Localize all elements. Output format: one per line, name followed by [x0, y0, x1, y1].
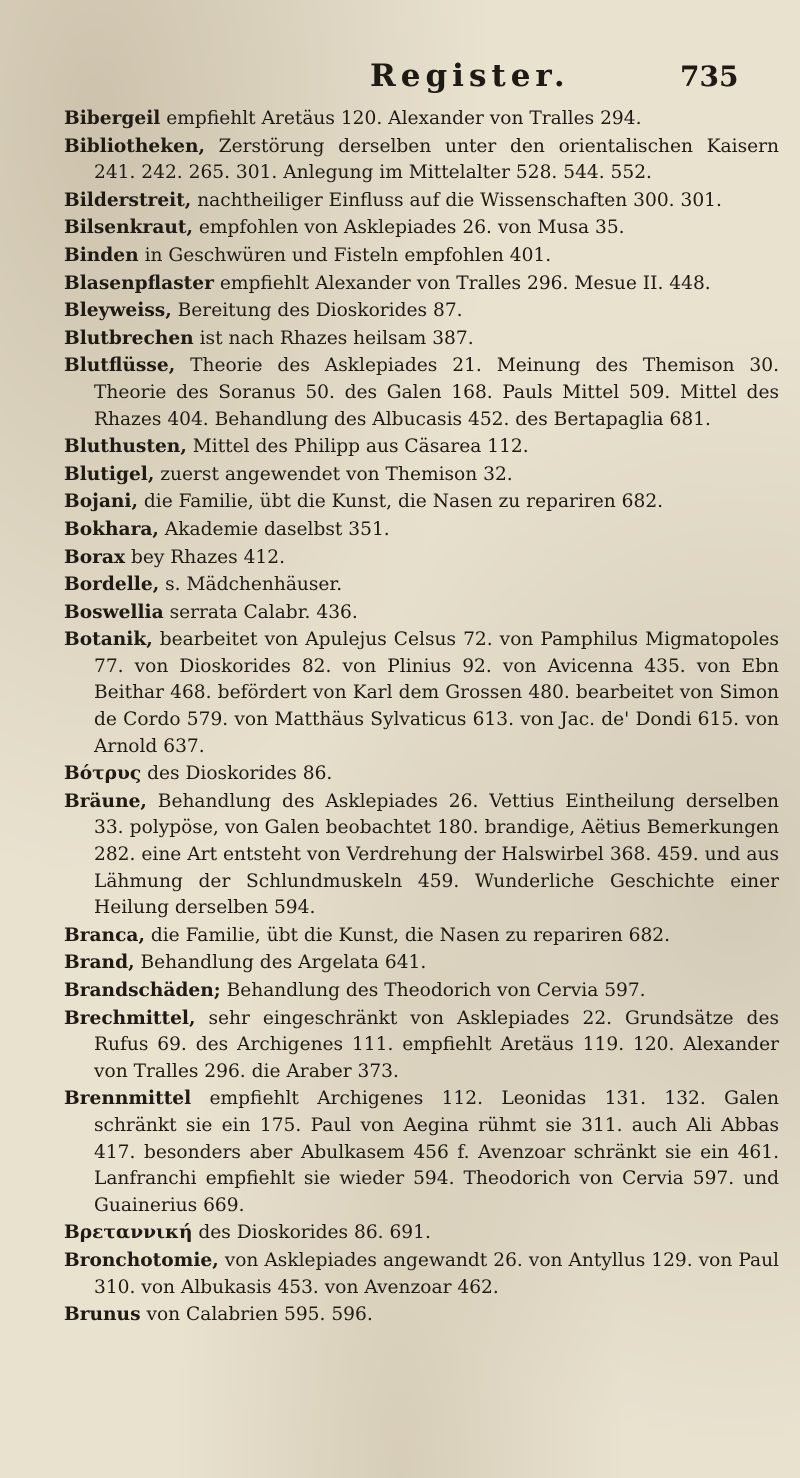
entry-references: Behandlung des Argelata 641.	[134, 952, 427, 974]
index-entry	[64, 462, 779, 489]
entry-headword: Bronchotomie,	[64, 1249, 219, 1271]
entry-references: empfiehlt Archigenes 112. Leonidas 131. 132. Galen schränkt sie ein 175. Paul von Aegina rühmt sie 311. auch Ali Abbas 417. besonders aber Abulkasem 456 f. Avenzoar schränkt sie ein 461. Lanfranchi empfiehlt sie wieder 594. Theodorich von Cervia 597. und Guainerius 669.	[94, 1088, 779, 1216]
index-entry	[64, 789, 779, 922]
index-entry	[64, 978, 779, 1005]
index-entry	[64, 434, 779, 461]
index-entry	[64, 923, 779, 950]
entry-references: bearbeitet von Apulejus Celsus 72. von Pamphilus Migmatopoles 77. von Dioskorides 82. von Plinius 92. von Avicenna 435. von Ebn Beithar 468. befördert von Karl dem Grossen 480. bearbeitet von Simon de Cordo 579. von Matthäus Sylvaticus 613. von Jac. de' Dondi 615. von Arnold 637.	[94, 629, 779, 757]
index-entry	[64, 298, 779, 325]
entry-headword: Botanik,	[64, 629, 153, 651]
entry-headword: Bilderstreit,	[64, 189, 192, 211]
entry-references: empfiehlt Aretäus 120. Alexander von Tralles 294.	[160, 108, 642, 129]
entry-references: des Dioskorides 86. 691.	[192, 1222, 431, 1244]
index-entry	[64, 1220, 779, 1247]
entry-references: des Dioskorides 86.	[141, 763, 333, 785]
entry-headword: Brunus	[64, 1304, 141, 1326]
index-entry	[64, 627, 779, 760]
index-entry	[64, 517, 779, 544]
register-entries	[64, 106, 779, 1329]
entry-headword: Brechmittel,	[64, 1007, 196, 1029]
index-entry	[64, 326, 779, 353]
index-entry	[64, 545, 779, 572]
entry-headword: Bordelle,	[64, 574, 160, 596]
index-entry	[64, 353, 779, 433]
index-entry	[64, 106, 779, 133]
index-entry	[64, 243, 779, 270]
entry-references: nachtheiliger Einfluss auf die Wissenschaften 300. 301.	[191, 189, 722, 211]
entry-headword: Bibliotheken,	[64, 135, 205, 157]
index-entry	[64, 950, 779, 977]
entry-headword: Blutflüsse,	[64, 355, 176, 377]
index-entry	[64, 489, 779, 516]
entry-references: bey Rhazes 412.	[125, 546, 286, 568]
entry-references: serrata Calabr. 436.	[163, 601, 358, 623]
entry-headword: Βρεταννική	[64, 1222, 193, 1244]
entry-headword: Borax	[64, 546, 126, 568]
entry-references: Akademie daselbst 351.	[158, 518, 390, 540]
entry-headword: Bilsenkraut,	[64, 217, 193, 239]
entry-headword: Bibergeil	[64, 108, 161, 129]
entry-references: Mittel des Philipp aus Cäsarea 112.	[186, 436, 529, 458]
index-entry	[64, 188, 779, 215]
index-entry	[64, 1086, 779, 1219]
index-entry	[64, 1302, 779, 1329]
entry-references: s. Mädchenhäuser.	[159, 574, 343, 596]
entry-references: Behandlung des Theodorich von Cervia 597.	[220, 980, 646, 1001]
page-number: 735	[680, 60, 739, 93]
index-entry	[64, 1006, 779, 1086]
index-entry	[64, 271, 779, 298]
entry-references: ist nach Rhazes heilsam 387.	[193, 327, 474, 349]
entry-references: die Familie, übt die Kunst, die Nasen zu repariren 682.	[144, 924, 671, 946]
entry-references: empfohlen von Asklepiades 26. von Musa 35.	[192, 217, 625, 239]
entry-headword: Bojani,	[64, 491, 138, 513]
entry-references: von Calabrien 595. 596.	[140, 1304, 373, 1326]
entry-references: Behandlung des Asklepiades 26. Vettius Eintheilung derselben 33. polypöse, von Galen beobachtet 180. brandige, Aëtius Bemerkungen 282. eine Art entsteht von Verdrehung der Halswirbel 368. 459. und aus Lähmung der Schlundmuskeln 459. Wunderliche Geschichte einer Heilung derselben 594.	[94, 790, 779, 919]
index-entry	[64, 215, 779, 242]
page-header	[0, 58, 800, 98]
entry-headword: Βότρυς	[64, 763, 142, 785]
entry-references: sehr eingeschränkt von Asklepiades 22. Grundsätze des Rufus 69. des Archigenes 111. empfiehlt Aretäus 119. 120. Alexander von Tralles 296. die Araber 373.	[94, 1007, 779, 1082]
entry-headword: Boswellia	[64, 601, 164, 623]
entry-references: zuerst angewendet von Themison 32.	[154, 463, 513, 485]
entry-headword: Brandschäden;	[64, 980, 221, 1001]
entry-headword: Brennmittel	[64, 1088, 192, 1110]
entry-references: empfiehlt Alexander von Tralles 296. Mesue II. 448.	[213, 272, 711, 294]
index-entry	[64, 572, 779, 599]
index-entry	[64, 134, 779, 187]
entry-headword: Blasenpflaster	[64, 272, 214, 294]
entry-headword: Bokhara,	[64, 518, 159, 540]
entry-references: die Familie, übt die Kunst, die Nasen zu repariren 682.	[137, 491, 664, 513]
entry-headword: Bräune,	[64, 790, 147, 812]
entry-references: Zerstörung derselben unter den orientalischen Kaisern 241. 242. 265. 301. Anlegung im Mittelalter 528. 544. 552.	[94, 135, 779, 184]
index-entry	[64, 761, 779, 788]
entry-headword: Blutigel,	[64, 463, 155, 485]
running-title: Register.	[370, 58, 570, 94]
index-entry	[64, 600, 779, 627]
entry-references: von Asklepiades angewandt 26. von Antyllus 129. von Paul 310. von Albukasis 453. von Avenzoar 462.	[94, 1249, 779, 1298]
entry-headword: Blutbrechen	[64, 327, 194, 349]
entry-references: Bereitung des Dioskorides 87.	[171, 300, 463, 322]
entry-references: Theorie des Asklepiades 21. Meinung des Themison 30. Theorie des Soranus 50. des Galen 168. Pauls Mittel 509. Mittel des Rhazes 404. Behandlung des Albucasis 452. des Bertapaglia 681.	[94, 355, 779, 430]
index-entry	[64, 1248, 779, 1301]
entry-references: in Geschwüren und Fisteln empfohlen 401.	[138, 244, 552, 266]
entry-headword: Brand,	[64, 952, 135, 974]
entry-headword: Binden	[64, 244, 139, 266]
entry-headword: Branca,	[64, 924, 145, 946]
entry-headword: Bleyweiss,	[64, 300, 172, 322]
entry-headword: Bluthusten,	[64, 436, 187, 458]
